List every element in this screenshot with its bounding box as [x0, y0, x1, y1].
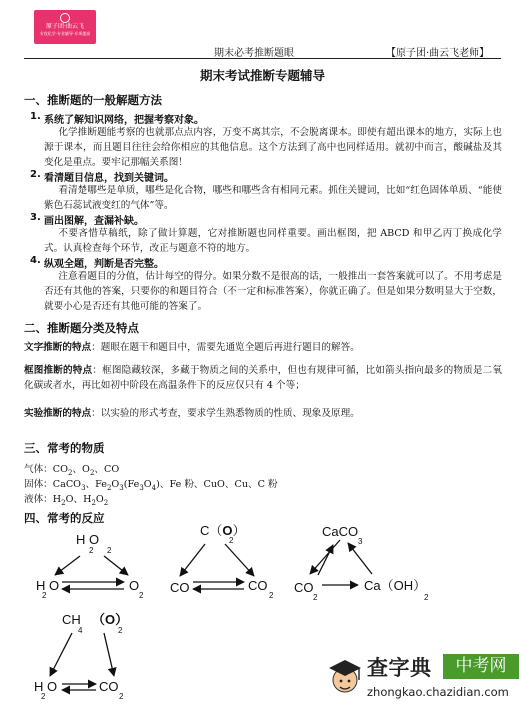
- item4-title: 纵观全题，判断是否完整。: [44, 259, 164, 270]
- item4-body: 注意看题目的分值，估计每空的得分。如果分数不是很高的话，一般推出一套答案就可以了。不用考虑是否还有其他的答案，只要你的和题目符合（不一定和标准答案），你就正确了。但是如果分数明显大于空数，就要小心是否还有其他可能的答案了。: [44, 271, 502, 312]
- feature-text: ：框图隐藏较深，多藏于物质之间的关系中，但也有规律可循，比如箭头指向最多的物质是二氧化碳或者水，再比如初中阶段在高温条件下的反应仅只有 4 个等；: [24, 365, 503, 391]
- logo: [34, 10, 96, 44]
- formula-co2: CO: [99, 679, 119, 694]
- item3-number: 3.: [30, 212, 41, 223]
- formula-co2: CO: [294, 580, 314, 595]
- formula-o2: O: [129, 578, 140, 593]
- subscript: 2: [118, 626, 123, 635]
- section1-heading: 一、推断题的一般解题方法: [24, 93, 162, 107]
- formula-ch4-o2: CH: [62, 612, 81, 627]
- section3-heading: 三、常考的物质: [24, 441, 105, 455]
- experiment-inference-feature: [24, 406, 502, 421]
- watermark-box-text: 中考网: [455, 656, 507, 676]
- item2-number: 2.: [30, 169, 41, 180]
- subscript: 4: [78, 626, 83, 635]
- subscript: 2: [229, 536, 234, 545]
- formula-h2o2: H O: [76, 532, 100, 547]
- formula-h2o: H O: [36, 578, 60, 593]
- feature-text: ：以实验的形式考查，要求学生熟悉物质的性质、现象及原理。: [91, 408, 360, 419]
- diagram-inference-feature: [24, 363, 502, 393]
- gas-label: 气体：: [24, 464, 53, 475]
- doc-tag: 期末必考推断题眼: [214, 48, 294, 59]
- header-rule: [24, 58, 501, 59]
- formula-c-o2: C（O）: [200, 523, 246, 538]
- logo-line2: 专攻化学·专业辅导·专项提高: [39, 31, 91, 36]
- page-title: 期末考试推断专题辅导: [199, 68, 325, 83]
- subscript: 2: [41, 692, 46, 701]
- watermark: [325, 652, 520, 712]
- subscript: 2: [269, 591, 274, 600]
- subscript: 3: [358, 537, 363, 546]
- text-inference-feature: [24, 340, 502, 355]
- graduation-cap-icon: [327, 654, 363, 698]
- item1-number: 1.: [30, 111, 41, 122]
- author: 【原子团·曲云飞老师】: [386, 48, 490, 59]
- section2-heading: 二、推断题分类及特点: [24, 321, 139, 335]
- liquid-label: 液体：: [24, 494, 53, 505]
- feature-label: 实验推断的特点: [24, 408, 92, 419]
- item1-body: 化学推断题能考察的也就那点点内容，万变不离其宗，不会脱离课本。即使有超出课本的地方，实际上也源于课本，而且题目往往会给你相应的其他信息。这个方法到了高中也同样适用。就初中而言，酸碱盐及其变化是重点。要牢记那幅关系图！: [44, 127, 502, 168]
- subscript: 2: [313, 593, 318, 602]
- item4-number: 4.: [30, 255, 41, 266]
- solid-label: 固体：: [24, 479, 53, 490]
- subscript: 2: [119, 692, 124, 701]
- item3-title: 画出图解，查漏补缺。: [44, 216, 144, 227]
- subscript: 2: [89, 546, 94, 555]
- section4-heading: 四、常考的反应: [24, 511, 105, 525]
- logo-mark-icon: [60, 13, 70, 23]
- watermark-brand: 查字典: [367, 656, 432, 680]
- subscript: 2: [139, 591, 144, 600]
- formula-caco3: CaCO: [322, 524, 359, 539]
- liquid-list: 液体：$H_2O$、$H_2O_2$: [24, 494, 109, 507]
- gas-list: 气体：$CO_2$、$O_2$、CO: [24, 464, 120, 477]
- formula-h2o: H O: [34, 679, 58, 694]
- subscript: 2: [107, 546, 112, 555]
- logo-line1: 原子团·曲云飞: [46, 23, 84, 30]
- item2-title: 看清题目信息，找到关键词。: [44, 173, 174, 184]
- item2-body: 看清楚哪些是单质，哪些是化合物，哪些和哪些含有相同元素。抓住关键词，比如“红色固体单质、“能使紫色石蕊试液变红的气体”等。: [44, 185, 502, 211]
- subscript: 2: [42, 591, 47, 600]
- item3-body: 不要吝惜草稿纸，除了做计算题，它对推断题也同样重要。画出框图，把 ABCD 和甲乙丙丁换成化学式。认真检查每个环节，改正与题意不符的地方。: [44, 228, 502, 254]
- formula-caoh2: Ca（OH）: [364, 578, 427, 593]
- svg-text:（O）: （O）: [92, 612, 129, 627]
- feature-label: 文字推断的特点: [24, 342, 92, 353]
- formula-co: CO: [170, 580, 190, 595]
- formula-co2: CO: [248, 578, 268, 593]
- solid-extra: 、Fe 粉、CuO、Cu、C 粉: [159, 479, 278, 490]
- subscript: 2: [424, 593, 429, 602]
- feature-text: ：题眼在题干和题目中，需要先通览全题后再进行题目的解答。: [91, 342, 360, 353]
- watermark-url: zhongkao.chazidian.com: [367, 685, 509, 699]
- solid-list: 固体：CaCO$_3$、$Fe_2O_3(Fe_3O_4)$、Fe 粉、CuO、Cu、C 粉: [24, 479, 278, 492]
- feature-label: 框图推断的特点: [24, 365, 93, 376]
- item1-title: 系统了解知识网络，把握考察对象。: [44, 115, 204, 126]
